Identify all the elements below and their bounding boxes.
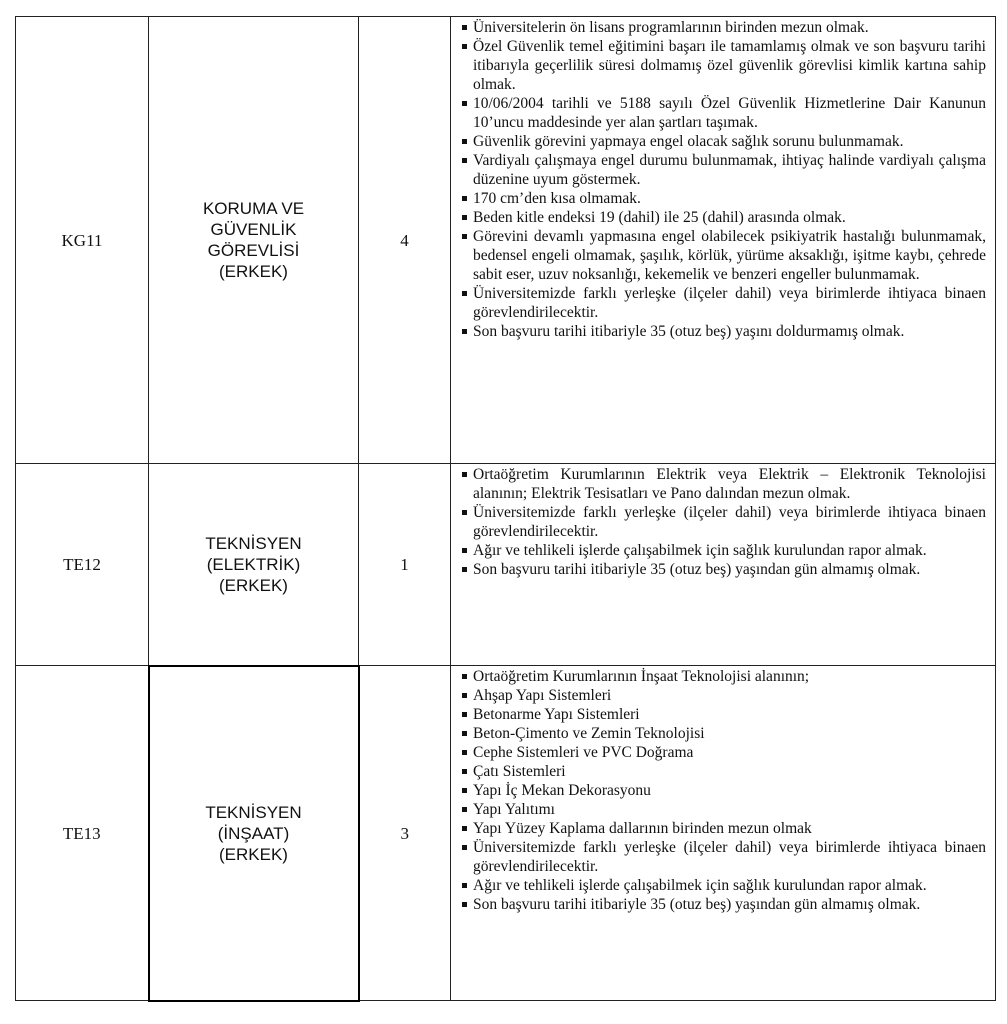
position-count: 1 [359, 464, 451, 666]
title-line: (ERKEK) [219, 575, 288, 595]
position-code: KG11 [16, 17, 149, 464]
requirements-cell [451, 464, 996, 666]
position-code: TE12 [16, 464, 149, 666]
title-line: GÖREVLİSİ [207, 241, 300, 260]
title-line: TEKNİSYEN [205, 802, 302, 822]
requirement-item: Ağır ve tehlikeli işlerde çalışabilmek için sağlık kurulundan rapor almak. [461, 541, 986, 560]
requirement-item: 170 cm’den kısa olmamak. [461, 189, 986, 208]
requirements-list [461, 667, 986, 914]
positions-table [15, 16, 996, 1002]
title-line: (ERKEK) [219, 262, 288, 281]
requirement-item: Vardiyalı çalışmaya engel durumu bulunmamak, ihtiyaç halinde vardiyalı çalışma düzenine uyum göstermek. [461, 151, 986, 189]
requirements-cell [451, 17, 996, 464]
requirement-item: Yapı Yüzey Kaplama dallarının birinden mezun olmak [461, 819, 986, 838]
requirement-item: 10/06/2004 tarihli ve 5188 sayılı Özel Güvenlik Hizmetlerine Dair Kanunun 10’uncu maddesinde yer alan şartları taşımak. [461, 94, 986, 132]
title-line: (İNŞAAT) [217, 823, 290, 843]
position-count: 3 [359, 666, 451, 1001]
requirement-item: Üniversitemizde farklı yerleşke (ilçeler dahil) veya birimlerde ihtiyaca binaen görevlendirilecektir. [461, 284, 986, 322]
table-row [16, 464, 996, 666]
requirement-item: Yapı Yalıtımı [461, 800, 986, 819]
requirement-item: Görevini devamlı yapmasına engel olabilecek psikiyatrik hastalığı bulunmamak, bedensel engeli olmamak, şaşılık, körlük, yürüme aksaklığı, işitme kaybı, çehrede sabit eser, uzuv noksanlığı, kekemelik ve benzeri engeller bulunmamak. [461, 227, 986, 284]
requirement-item: Son başvuru tarihi itibariyle 35 (otuz beş) yaşından gün almamış olmak. [461, 560, 986, 579]
requirement-item: Yapı İç Mekan Dekorasyonu [461, 781, 986, 800]
title-line: KORUMA VE [202, 199, 305, 218]
requirement-item: Özel Güvenlik temel eğitimini başarı ile tamamlamış olmak ve son başvuru tarihi itibarıyla geçerlilik süresi dolmamış özel güvenlik görevlisi kimlik kartına sahip olmak. [461, 37, 986, 94]
requirement-item: Üniversitemizde farklı yerleşke (ilçeler dahil) veya birimlerde ihtiyaca binaen görevlendirilecektir. [461, 838, 986, 876]
position-title [149, 666, 359, 1001]
position-title [149, 464, 359, 666]
requirement-item: Ortaöğretim Kurumlarının Elektrik veya Elektrik – Elektronik Teknolojisi alanının; Elektrik Tesisatları ve Pano dalından mezun olmak. [461, 465, 986, 503]
title-line: (ERKEK) [219, 844, 288, 864]
requirement-item: Cephe Sistemleri ve PVC Doğrama [461, 743, 986, 762]
requirement-item: Betonarme Yapı Sistemleri [461, 705, 986, 724]
requirement-item: Güvenlik görevini yapmaya engel olacak sağlık sorunu bulunmamak. [461, 132, 986, 151]
title-line: (ELEKTRİK) [206, 554, 301, 574]
requirement-item: Üniversitelerin ön lisans programlarının birinden mezun olmak. [461, 18, 986, 37]
requirements-list [461, 465, 986, 579]
requirements-list [461, 18, 986, 341]
requirement-item: Üniversitemizde farklı yerleşke (ilçeler dahil) veya birimlerde ihtiyaca binaen görevlendirilecektir. [461, 503, 986, 541]
title-line: TEKNİSYEN [205, 533, 302, 553]
requirement-item: Çatı Sistemleri [461, 762, 986, 781]
requirement-item: Ahşap Yapı Sistemleri [461, 686, 986, 705]
position-count: 4 [359, 17, 451, 464]
table-row [16, 17, 996, 464]
requirement-item: Ağır ve tehlikeli işlerde çalışabilmek için sağlık kurulundan rapor almak. [461, 876, 986, 895]
requirement-item: Beden kitle endeksi 19 (dahil) ile 25 (dahil) arasında olmak. [461, 208, 986, 227]
title-line: GÜVENLİK [210, 220, 297, 239]
requirement-item: Son başvuru tarihi itibariyle 35 (otuz beş) yaşını doldurmamış olmak. [461, 322, 986, 341]
requirement-item: Son başvuru tarihi itibariyle 35 (otuz beş) yaşından gün almamış olmak. [461, 895, 986, 914]
requirements-cell [451, 666, 996, 1001]
requirement-item: Ortaöğretim Kurumlarının İnşaat Teknolojisi alanının; [461, 667, 986, 686]
requirement-item: Beton-Çimento ve Zemin Teknolojisi [461, 724, 986, 743]
position-title [149, 17, 359, 464]
position-code: TE13 [16, 666, 149, 1001]
table-row [16, 666, 996, 1001]
